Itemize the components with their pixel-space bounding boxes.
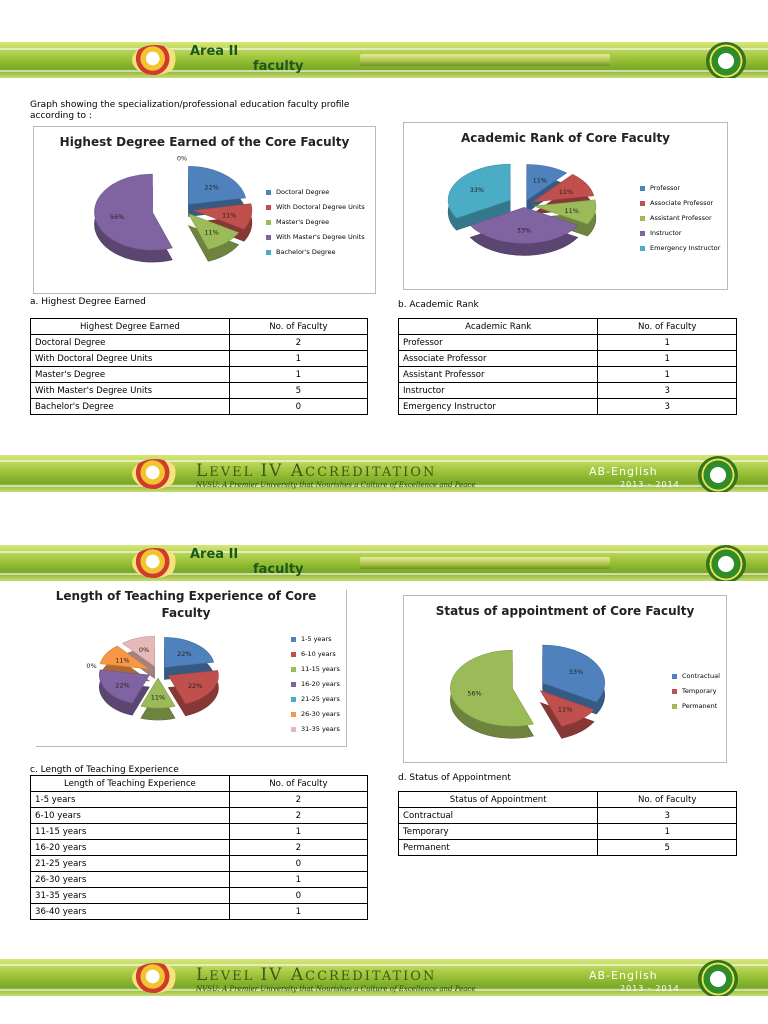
faculty-count: 1: [229, 367, 367, 383]
legend-item: [640, 196, 720, 211]
faculty-count: 2: [229, 335, 367, 351]
school-year: 2013 - 2014: [620, 984, 680, 993]
table-row: [31, 904, 368, 920]
legend-item: [672, 699, 720, 714]
legend-label: With Master's Degree Units: [276, 233, 365, 241]
faculty-count: 3: [598, 808, 737, 824]
legend-item: [266, 245, 365, 260]
chart-academic-rank: [403, 122, 728, 290]
data-label: 11%: [557, 705, 573, 714]
program-name: AB-English: [589, 465, 658, 478]
legend-item: [291, 647, 340, 662]
table-row: [31, 872, 368, 888]
table-highest-degree: [30, 318, 368, 415]
chart-legend: [640, 181, 720, 256]
legend-swatch: [672, 689, 677, 694]
legend-swatch: [291, 652, 296, 657]
legend-swatch: [672, 674, 677, 679]
legend-label: Temporary: [682, 687, 717, 695]
row-label: 36-40 years: [31, 904, 230, 920]
chart-status-appointment: [403, 595, 727, 763]
faculty-count: 3: [598, 383, 737, 399]
chart-title: Academic Rank of Core Faculty: [460, 131, 671, 145]
legend-swatch: [291, 637, 296, 642]
table-row: [399, 840, 737, 856]
row-label: Associate Professor: [399, 351, 598, 367]
column-header: No. of Faculty: [598, 319, 737, 335]
area-title: Area II: [190, 44, 239, 59]
footer-band-bottom: [0, 959, 768, 996]
row-label: With Master's Degree Units: [31, 383, 230, 399]
table-row: [399, 351, 737, 367]
accreditation-title: LEVEL IV ACCREDITATION: [196, 965, 437, 985]
table-caption: c. Length of Teaching Experience: [30, 765, 179, 775]
anniversary-logo-icon: [132, 548, 178, 578]
table-teaching-experience: [30, 775, 368, 920]
column-header: No. of Faculty: [598, 792, 737, 808]
data-label: 22%: [115, 681, 130, 690]
legend-swatch: [640, 246, 645, 251]
row-label: Instructor: [399, 383, 598, 399]
faculty-count: 0: [229, 399, 367, 415]
row-label: With Doctoral Degree Units: [31, 351, 230, 367]
row-label: Bachelor's Degree: [31, 399, 230, 415]
data-label: 11%: [204, 228, 219, 237]
column-header: Status of Appointment: [399, 792, 598, 808]
table-row: [31, 808, 368, 824]
legend-item: [291, 707, 340, 722]
legend-label: 6-10 years: [301, 650, 336, 658]
row-label: Doctoral Degree: [31, 335, 230, 351]
row-label: Contractual: [399, 808, 598, 824]
legend-item: [672, 684, 720, 699]
data-label: 11%: [150, 693, 166, 702]
legend-item: [266, 185, 365, 200]
chart-legend: [266, 185, 365, 260]
legend-label: 21-25 years: [301, 695, 340, 703]
legend-label: 11-15 years: [301, 665, 340, 673]
university-tagline: NVSU: A Premier University that Nourishes a Culture of Excellence and Peace: [196, 481, 476, 489]
legend-label: Permanent: [682, 702, 718, 710]
table-caption: a. Highest Degree Earned: [30, 297, 146, 307]
faculty-count: 1: [229, 872, 367, 888]
table-status-appointment: [398, 791, 737, 856]
anniversary-logo-icon: [132, 459, 178, 489]
data-label: 22%: [188, 681, 203, 690]
row-label: Assistant Professor: [399, 367, 598, 383]
column-header: No. of Faculty: [229, 776, 367, 792]
faculty-count: 2: [229, 808, 367, 824]
legend-item: [640, 211, 720, 226]
legend-label: Doctoral Degree: [276, 188, 330, 196]
legend-label: Emergency Instructor: [650, 244, 721, 252]
data-label: 33%: [516, 226, 532, 235]
legend-swatch: [640, 186, 645, 191]
university-seal-icon: [698, 960, 738, 996]
school-year: 2013 - 2014: [620, 480, 680, 489]
section-title: faculty: [253, 59, 304, 74]
table-academic-rank: [398, 318, 737, 415]
table-row: [399, 399, 737, 415]
data-label: 33%: [568, 668, 584, 677]
legend-item: [291, 692, 340, 707]
data-label: 0%: [176, 154, 188, 163]
legend-label: Bachelor's Degree: [276, 248, 336, 256]
section-title: faculty: [253, 562, 304, 577]
chart-title: Length of Teaching Experience of Core Faculty: [55, 589, 317, 620]
data-label: 0%: [86, 661, 97, 670]
legend-swatch: [291, 667, 296, 672]
legend-label: Assistant Professor: [650, 214, 712, 222]
table-row: [31, 856, 368, 872]
data-label: 11%: [558, 187, 574, 196]
table-header-row: [31, 776, 368, 792]
footer-band-top: [0, 455, 768, 492]
table-row: [31, 824, 368, 840]
table-row: [31, 792, 368, 808]
legend-label: Associate Professor: [650, 199, 714, 207]
table-row: [31, 367, 368, 383]
university-seal-icon: [706, 42, 746, 78]
legend-swatch: [640, 201, 645, 206]
legend-swatch: [266, 205, 271, 210]
table-row: [31, 888, 368, 904]
legend-item: [291, 662, 340, 677]
legend-swatch: [266, 190, 271, 195]
legend-item: [672, 669, 720, 684]
legend-swatch: [291, 697, 296, 702]
legend-swatch: [640, 216, 645, 221]
anniversary-logo-icon: [132, 45, 178, 75]
table-caption: d. Status of Appointment: [398, 773, 511, 783]
table-caption: b. Academic Rank: [398, 300, 479, 310]
table-header-row: [399, 319, 737, 335]
table-row: [399, 383, 737, 399]
legend-swatch: [291, 682, 296, 687]
faculty-count: 1: [229, 351, 367, 367]
row-label: Master's Degree: [31, 367, 230, 383]
faculty-count: 1: [598, 351, 737, 367]
program-name: AB-English: [589, 969, 658, 982]
table-row: [31, 399, 368, 415]
faculty-count: 2: [229, 840, 367, 856]
university-seal-icon: [698, 456, 738, 492]
legend-item: [266, 215, 365, 230]
legend-item: [266, 230, 365, 245]
data-label: 0%: [138, 645, 150, 654]
data-label: 22%: [204, 183, 219, 192]
anniversary-logo-icon: [132, 963, 178, 993]
legend-swatch: [291, 727, 296, 732]
legend-item: [291, 722, 340, 737]
row-label: 1-5 years: [31, 792, 230, 808]
row-label: Permanent: [399, 840, 598, 856]
column-header: No. of Faculty: [229, 319, 367, 335]
data-label: 11%: [222, 211, 237, 220]
data-label: 11%: [115, 656, 130, 665]
data-label: 33%: [469, 186, 485, 195]
table-row: [31, 840, 368, 856]
header-band-top: [0, 42, 768, 78]
data-label: 11%: [532, 176, 548, 185]
chart-teaching-experience: [36, 590, 347, 747]
row-label: 26-30 years: [31, 872, 230, 888]
faculty-count: 1: [598, 824, 737, 840]
accreditation-title: LEVEL IV ACCREDITATION: [196, 461, 437, 481]
table-row: [31, 335, 368, 351]
data-label: 56%: [109, 213, 125, 222]
legend-item: [266, 200, 365, 215]
row-label: 31-35 years: [31, 888, 230, 904]
faculty-count: 1: [229, 904, 367, 920]
university-seal-icon: [706, 545, 746, 581]
faculty-count: 1: [229, 824, 367, 840]
legend-label: Master's Degree: [276, 218, 330, 226]
legend-swatch: [672, 704, 677, 709]
chart-legend: [291, 632, 340, 737]
legend-label: 26-30 years: [301, 710, 340, 718]
legend-item: [640, 181, 720, 196]
data-label: 56%: [467, 689, 482, 698]
legend-item: [291, 632, 340, 647]
row-label: 6-10 years: [31, 808, 230, 824]
row-label: 21-25 years: [31, 856, 230, 872]
chart-title: Status of appointment of Core Faculty: [435, 604, 695, 618]
table-row: [31, 351, 368, 367]
table-row: [399, 367, 737, 383]
faculty-count: 3: [598, 399, 737, 415]
legend-label: 16-20 years: [301, 680, 340, 688]
faculty-count: 0: [229, 888, 367, 904]
table-header-row: [31, 319, 368, 335]
legend-swatch: [266, 235, 271, 240]
table-header-row: [399, 792, 737, 808]
chart-highest-degree: [33, 126, 376, 294]
intro-text: Graph showing the specialization/professional education faculty profile according to :: [30, 100, 350, 121]
legend-swatch: [640, 231, 645, 236]
legend-label: 1-5 years: [301, 635, 332, 643]
legend-label: Contractual: [682, 672, 720, 680]
column-header: Highest Degree Earned: [31, 319, 230, 335]
legend-label: 31-35 years: [301, 725, 340, 733]
legend-item: [640, 226, 720, 241]
row-label: Temporary: [399, 824, 598, 840]
faculty-count: 1: [598, 367, 737, 383]
data-label: 11%: [564, 206, 579, 215]
table-row: [31, 383, 368, 399]
data-label: 22%: [177, 650, 192, 659]
legend-swatch: [291, 712, 296, 717]
legend-swatch: [266, 250, 271, 255]
table-row: [399, 824, 737, 840]
row-label: Emergency Instructor: [399, 399, 598, 415]
row-label: 16-20 years: [31, 840, 230, 856]
faculty-count: 5: [598, 840, 737, 856]
faculty-count: 1: [598, 335, 737, 351]
legend-label: Professor: [650, 184, 681, 192]
faculty-count: 0: [229, 856, 367, 872]
row-label: 11-15 years: [31, 824, 230, 840]
legend-swatch: [266, 220, 271, 225]
area-title: Area II: [190, 547, 239, 562]
chart-title: Highest Degree Earned of the Core Faculty: [59, 135, 350, 149]
legend-label: With Doctoral Degree Units: [276, 203, 365, 211]
table-row: [399, 808, 737, 824]
legend-label: Instructor: [650, 229, 682, 237]
chart-legend: [672, 669, 720, 714]
row-label: Professor: [399, 335, 598, 351]
header-band-bottom: [0, 545, 768, 581]
table-row: [399, 335, 737, 351]
legend-item: [291, 677, 340, 692]
faculty-count: 5: [229, 383, 367, 399]
university-tagline: NVSU: A Premier University that Nourishes a Culture of Excellence and Peace: [196, 985, 476, 993]
legend-item: [640, 241, 720, 256]
column-header: Academic Rank: [399, 319, 598, 335]
column-header: Length of Teaching Experience: [31, 776, 230, 792]
faculty-count: 2: [229, 792, 367, 808]
